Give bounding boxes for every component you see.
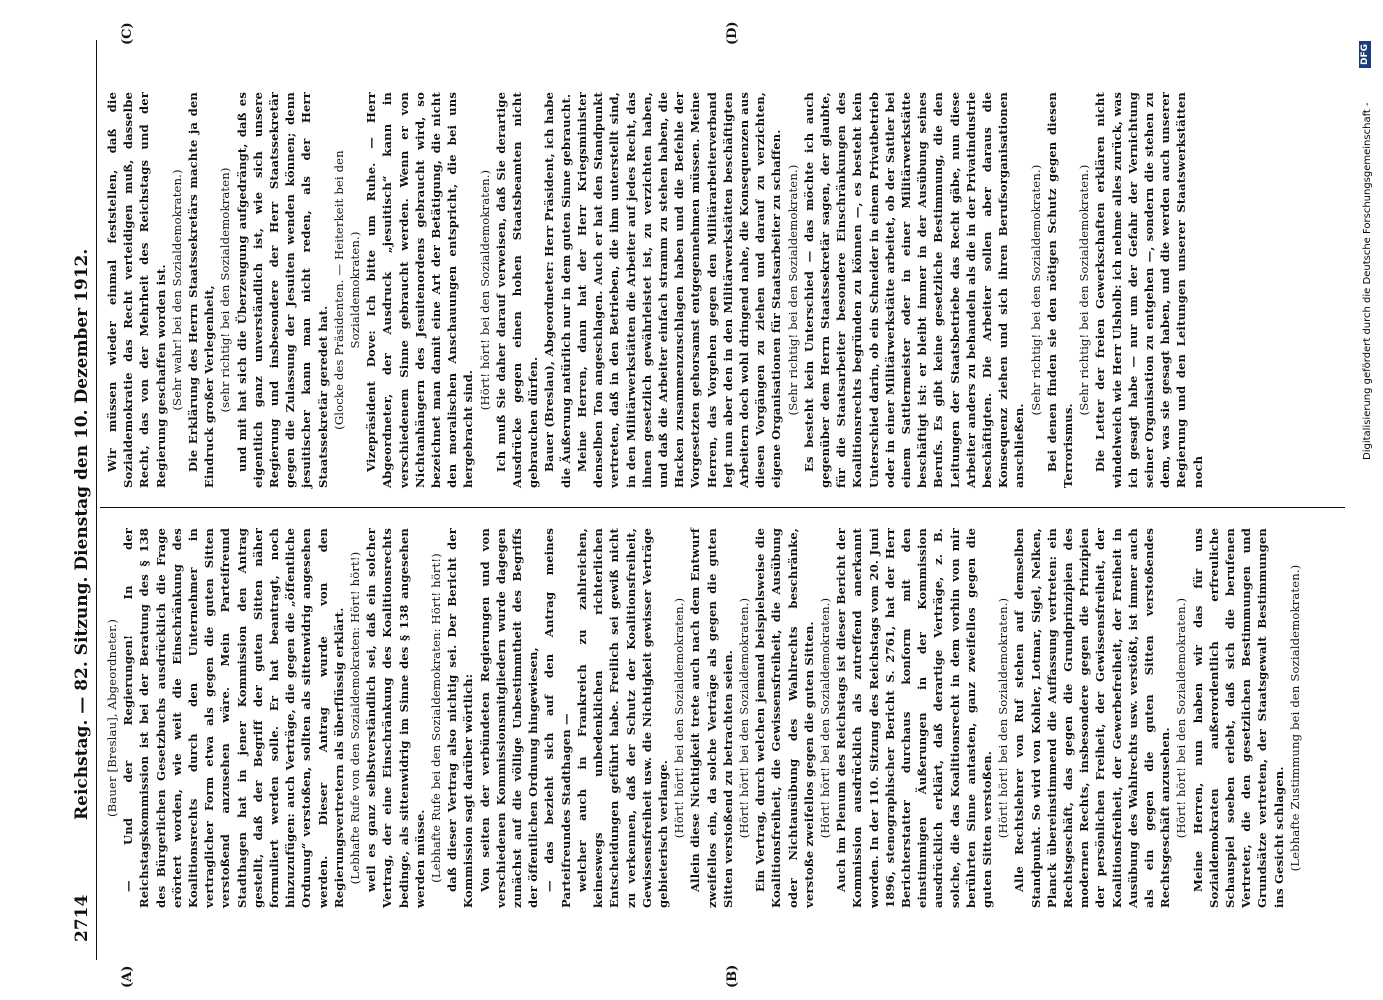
page-title: Reichstag. — 82. Sitzung. Dienstag den 10. Dezember 1912. <box>72 248 92 820</box>
paragraph: Ich muß Sie daher darauf verweisen, daß Sie derartige Ausdrücke gegen einen hohen Staatsbeamten nicht gebrauchen dürfen. <box>493 92 541 488</box>
interjection: (Bauer [Breslau], Abgeordneter.) <box>105 618 119 818</box>
paragraph: Meine Herren, nun haben wir das für uns Sozialdemokraten außerordentlich erfreuliche Schauspiel soeben erlebt, daß sich die berufenen Vertreter, die den gesetzlichen Bestimmungen und Grundsätze vertreten, der Staatsgewalt Bestimmungen ins Gesicht schlagen. <box>1190 528 1286 908</box>
interjection: (Lebhafte Zustimmung bei den Sozialdemokraten.) <box>1287 564 1302 872</box>
paragraph: — Und der Regierungen! In der Reichstagskommission ist bei der Beratung des § 138 des Bürgerlichen Gesetzbuchs ausdrücklich die Frage erörtert worden, wie weit die Einschränkung des Koalitionsrechts durch den Unternehmer in vertraglicher Form etwa als gegen die guten Sitten verstoßend anzusehen wäre. Mein Parteifreund Stadthagen hat in jener Kommission den Antrag gestellt, daß der Begriff der guten Sitten näher formuliert werden solle. Er hat beantragt, noch hinzuzufügen: auch Verträge, die gegen die „öffentliche Ordnung“ verstoßen, sollten als sittenwidrig angesehen werden. Dieser Antrag wurde von den Regierungsvertretern als überflüssig erklärt. <box>121 528 346 908</box>
paragraph: Wir müssen wieder einmal feststellen, daß die Sozialdemokratie das Recht verteidigen muß, dasselbe Recht, das von der Mehrheit des Reichstags und der Regierung geschaffen worden ist. <box>105 92 168 488</box>
paragraph: Von seiten der verbündeten Regierungen und von verschiedenen Kommissionsmitgliedern wurde dagegen zunächst auf die völlige Unbestimmtheit des Begriffs der öffentlichen Ordnung hingewiesen, <box>477 528 541 908</box>
paragraph: Es besteht kein Unterschied — das möchte ich auch gegenüber dem Herrn Staatssekretär sagen, der glaubte, für die Staatsarbeiter besondere Einschränkungen des Koalitionsrechts begründen zu können —, es besteht kein Unterschied darin, ob ein Schneider in einem Privatbetrieb oder in einer Militärwerkstätte arbeitet, ob der Sattler bei einem Sattlermeister oder in einer Militärwerkstätte beschäftigt ist: er bleibt immer in der Ausübung seines Berufs. Es gibt keine gesetzliche Bestimmung, die den Leitungen der Staatsbetriebe das Recht gäbe, nun diese Arbeiter anders zu behandeln als die in der Privatindustrie beschäftigten. Die Arbeiter sollen aber daraus die Konsequenz ziehen und sich ihren Berufsorganisationen anschließen. <box>801 92 1027 488</box>
right-column <box>104 92 1206 488</box>
interjection: (Hört! hört! bei den Sozialdemokraten.) <box>672 597 687 839</box>
paragraph: welcher auch in Frankreich zu zahlreichen, keineswegs unbedenklichen richterlichen Entscheidungen geführt habe. Freilich sei gewiß nicht zu verkennen, daß der Schutz der Koalitionsfreiheit, Gewissensfreiheit usw. die Nichtigkeit gewisser Verträge gebieterisch verlange. <box>574 528 670 908</box>
interjection: (Glocke des Präsidenten. — Heiterkeit bei den Sozialdemokraten.) <box>331 150 363 430</box>
paragraph: — das bezieht sich auf den Antrag meines Parteifreundes Stadthagen — <box>542 528 573 908</box>
interjection: (Hört! hört! bei den Sozialdemokraten.) <box>477 169 492 411</box>
paragraph: Die Erklärung des Herrn Staatssekretärs machte ja den Eindruck großer Verlegenheit, <box>186 92 217 488</box>
interjection: (Lebhafte Rufe von den Sozialdemokraten: Hört! hört!) <box>348 551 363 885</box>
interjection: (Sehr richtig! bei den Sozialdemokraten.) <box>785 164 800 416</box>
dfg-logo: DFG <box>1359 41 1371 68</box>
interjection: (Sehr richtig! bei den Sozialdemokraten.) <box>1028 164 1043 416</box>
interjection: (Lebhafte Rufe bei den Sozialdemokraten: Hört! hört!) <box>429 553 444 883</box>
digitization-credit: Digitalisierung gefördert durch die Deutsche Forschungsgemeinschaft - <box>1362 102 1373 460</box>
marker-d: (D) <box>725 21 740 45</box>
page-header <box>72 0 94 1000</box>
paragraph: Bauer (Breslau), Abgeordneter: Herr Präsident, ich habe die Äußerung natürlich nur in dem guten Sinne gebraucht. <box>542 92 573 488</box>
paragraph: Alle Rechtslehrer von Ruf stehen auf demselben Standpunkt. So wird von Kohler, Lotmar, Sigel, Nelken, Planck übereinstimmend die Auffassung vertreten: ein Rechtsgeschäft, das gegen die Grundprinzipien des modernen Rechts, insbesondere gegen die Prinzipien der persönlichen Freiheit, der Gewissensfreiheit, der Koalitionsfreiheit, der Gewerbefreiheit, der Freiheit in Ausübung des Wahlrechts usw. verstößt, ist immer auch als ein gegen die guten Sitten verstoßendes Rechtsgeschäft anzusehen. <box>1012 528 1173 908</box>
marker-c: (C) <box>120 22 135 45</box>
paragraph: Meine Herren, dann hat der Herr Kriegsminister denselben Ton angeschlagen. Auch er hat den Standpunkt vertreten, daß in den Betrieben, die ihm unterstellt sind, in den Militärwerkstätten die Arbeiter auf jedes Recht, das ihnen gesetzlich gewährleistet ist, zu verzichten haben, und daß die Arbeiter einfach stramm zu stehen haben, die Hacken zusammenzuschlagen haben und die Befehle der Vorgesetzten gehorsamst entgegennehmen müssen. Meine Herren, das Vorgehen gegen den Militärarbeiterverband legt nun aber den in den Militärwerkstätten beschäftigten Arbeitern doch wohl dringend nahe, die Konsequenzen aus diesen Vorgängen zu ziehen und darauf zu verzichten, eigene Organisationen für Staatsarbeiter zu schaffen. <box>574 92 784 488</box>
paragraph: Vizepräsident Dove: Ich bitte um Ruhe. — Herr Abgeordneter, der Ausdruck „jesuitisch“ kann in verschiedenem Sinne gebraucht werden. Wenn er von Nichtanhängern des Jesuitenordens gebraucht wird, so bezeichnet man damit eine Art der Betätigung, die nicht den moralischen Anschauungen entspricht, die bei uns hergebracht sind. <box>364 92 476 488</box>
paragraph: und mit hat sich die Überzeugung aufgedrängt, daß es eigentlich ganz unverständlich ist, wie sich unsere Regierung und insbesondere der Herr Staatssekretär gegen die Zulassung der Jesuiten wenden können; denn jesuitischer kann man nicht reden, als der Herr Staatssekretär geredet hat. <box>234 92 330 488</box>
marker-b: (B) <box>725 964 740 988</box>
paragraph: Auch im Plenum des Reichstags ist dieser Bericht der Kommission ausdrücklich als zutreffend anerkannt worden. In der 110. Sitzung des Reichstags vom 20. Juni 1896, stenographischer Bericht S. 2761, hat der Herr Berichterstatter durchaus konform mit den einstimmigen Äußerungen in der Kommission ausdrücklich erklärt, daß derartige Verträge, z. B. solche, die das Koalitionsrecht in dem vorhin von mir berührten Sinne antasten, ganz zweifellos gegen die guten Sitten verstoßen. <box>834 528 994 908</box>
interjection: (Hört! hört! bei den Sozialdemokraten.) <box>817 597 832 839</box>
marker-a: (A) <box>120 965 135 988</box>
interjection: (Hört! hört! bei den Sozialdemokraten.) <box>736 597 751 839</box>
paragraph: weil es ganz selbstverständlich sei, daß ein solcher Vertrag, der eine Einschränkung des Koalitionsrechts bedinge, als sittenwidrig im Sinne des § 138 angesehen werden müsse. <box>364 528 427 908</box>
interjection: (sehr richtig! bei den Sozialdemokraten) <box>218 167 233 413</box>
page-number: 2714 <box>72 894 92 942</box>
header-rule <box>96 40 97 960</box>
interjection: (Sehr richtig! bei den Sozialdemokraten.) <box>1077 164 1092 416</box>
paragraph: Die Letter der freien Gewerkschaften erklären nicht windelweich wie Herr Ulsholb: ich nehme alles zurück, was ich gesagt habe — nur um der Gefahr der Vernichtung seiner Organisation zu entgehen —, sondern die stehen zu dem, was sie gesagt haben, und die werden auch unserer Regierung und den Leitungen unserer Staatswerkstätten noch <box>1093 92 1205 488</box>
interjection: (Sehr wahr! bei den Sozialdemokraten.) <box>169 169 184 411</box>
paragraph: Ein Vertrag, durch welchen jemand beispielsweise die Koalitionsfreiheit, die Gewissensfreiheit, die Ausübung oder Nichtausübung des Wahlrechts beschränke, verstoße zweifellos gegen die guten Sitten. <box>753 528 816 908</box>
column-rule <box>100 507 1345 508</box>
paragraph: Allein diese Nichtigkeit trete auch nach dem Entwurf zweifellos ein, da solche Verträge als gegen die guten Sitten verstoßend zu betrachten seien. <box>688 528 735 908</box>
paragraph: daß dieser Vertrag also nichtig sei. Der Bericht der Kommission sagt darüber wörtlich: <box>445 528 476 908</box>
paragraph: Bei denen finden sie den nötigen Schutz gegen diesen Terrorismus. <box>1044 92 1075 488</box>
interjection: (Hört! hört! bei den Sozialdemokraten.) <box>1174 597 1189 839</box>
interjection: (Hört! hört! bei den Sozialdemokraten.) <box>996 597 1011 839</box>
left-column <box>104 528 1303 908</box>
